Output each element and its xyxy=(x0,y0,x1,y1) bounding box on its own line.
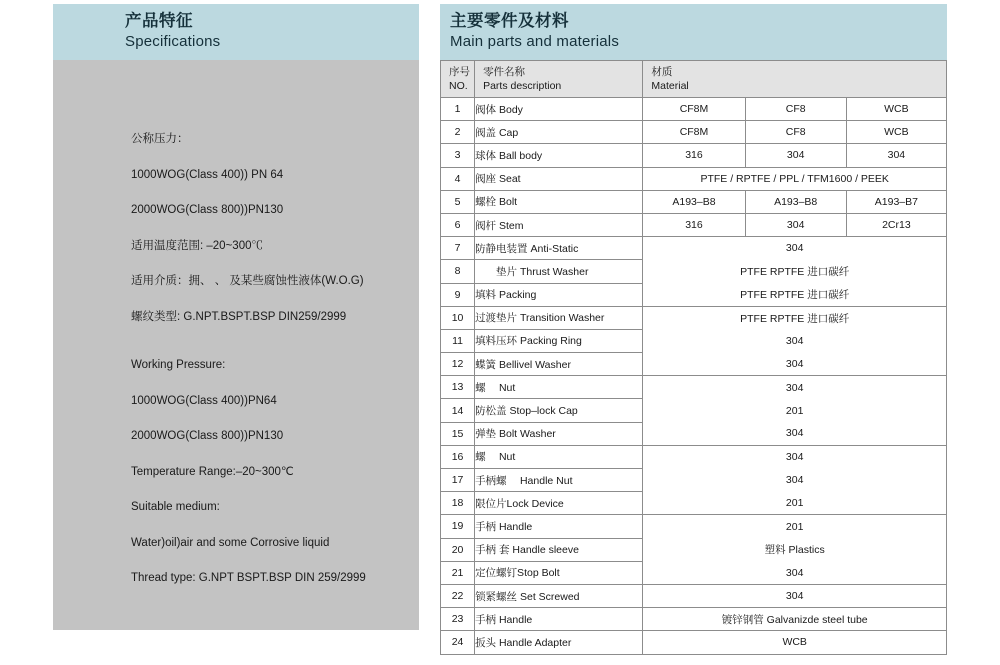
row-name: 填料 Packing xyxy=(475,283,643,306)
table-row xyxy=(441,399,947,422)
row-material-span: PTFE RPTFE 进口碳纤 xyxy=(643,306,947,329)
row-no: 1 xyxy=(441,98,475,121)
header-material-zh: 材质 xyxy=(651,66,673,78)
spec-line: 公称压力： xyxy=(131,133,189,145)
row-material-span: 304 xyxy=(643,422,947,445)
header-material-en: Material xyxy=(651,80,689,92)
header-parts-description xyxy=(475,61,643,98)
row-material-2: CF8 xyxy=(745,121,846,144)
table-row xyxy=(441,561,947,584)
header-no-en: NO. xyxy=(449,80,468,92)
row-no: 15 xyxy=(441,422,475,445)
spec-line: Temperature Range:–20~300℃ xyxy=(131,465,294,478)
row-name: 过渡垫片 Transition Washer xyxy=(475,306,643,329)
row-material-span: 201 xyxy=(643,492,947,515)
row-material-span: 304 xyxy=(643,561,947,584)
row-material-2: 304 xyxy=(745,213,846,236)
row-material-span: PTFE / RPTFE / PPL / TFM1600 / PEEK xyxy=(643,167,947,190)
table-row xyxy=(441,538,947,561)
main-parts-title-en: Main parts and materials xyxy=(450,33,620,50)
row-name: 手柄 Handle xyxy=(475,515,643,538)
row-name: 手柄 Handle xyxy=(475,608,643,631)
table-row xyxy=(441,445,947,468)
row-no: 19 xyxy=(441,515,475,538)
row-material-3: WCB xyxy=(846,121,946,144)
row-material-span: 304 xyxy=(643,376,947,399)
row-name: 螺栓 Bolt xyxy=(475,190,643,213)
row-name: 阀座 Seat xyxy=(475,167,643,190)
row-material-1: 316 xyxy=(643,213,745,236)
specifications-title-en: Specifications xyxy=(125,33,221,50)
table-row xyxy=(441,584,947,607)
table-row xyxy=(441,422,947,445)
spec-line: 螺纹类型: G.NPT.BSPT.BSP DIN259/2999 xyxy=(131,310,347,323)
specifications-header xyxy=(53,4,419,60)
header-parts-zh: 零件名称 xyxy=(483,66,526,78)
table-row xyxy=(441,98,947,121)
table-row xyxy=(441,329,947,352)
table-row xyxy=(441,260,947,283)
table-row xyxy=(441,213,947,236)
specifications-panel xyxy=(53,4,419,630)
specifications-title-zh: 产品特征 xyxy=(125,12,193,30)
row-name: 手柄 套 Handle sleeve xyxy=(475,538,643,561)
row-material-span: 304 xyxy=(643,469,947,492)
spec-line: Thread type: G.NPT BSPT.BSP DIN 259/2999 xyxy=(131,572,366,584)
row-name: 蝶簧 Bellivel Washer xyxy=(475,353,643,376)
table-row xyxy=(441,237,947,260)
header-no xyxy=(441,61,475,98)
row-name: 扳头 Handle Adapter xyxy=(475,631,643,654)
row-material-span: 塑料 Plastics xyxy=(643,538,947,561)
specifications-body xyxy=(53,60,419,630)
row-material-1: 316 xyxy=(643,144,745,167)
parts-table-body xyxy=(441,98,947,655)
row-material-2: 304 xyxy=(745,144,846,167)
header-no-zh: 序号 xyxy=(449,66,470,78)
table-row xyxy=(441,190,947,213)
row-no: 16 xyxy=(441,445,475,468)
row-no: 9 xyxy=(441,283,475,306)
row-material-span: 201 xyxy=(643,399,947,422)
spec-line: 2000WOG(Class 800))PN130 xyxy=(131,204,284,216)
row-material-1: CF8M xyxy=(643,121,745,144)
table-header-row xyxy=(441,61,947,98)
header-parts-en: Parts description xyxy=(483,80,562,92)
spec-line: Suitable medium: xyxy=(131,501,220,513)
table-row xyxy=(441,121,947,144)
row-no: 14 xyxy=(441,399,475,422)
row-name: 防静电装置 Anti-Static xyxy=(475,237,643,260)
row-material-span: 304 xyxy=(643,584,947,607)
row-no: 24 xyxy=(441,631,475,654)
table-row xyxy=(441,469,947,492)
row-material-2: CF8 xyxy=(745,98,846,121)
row-no: 21 xyxy=(441,561,475,584)
table-row xyxy=(441,167,947,190)
row-name: 手柄螺 Handle Nut xyxy=(475,469,643,492)
row-no: 2 xyxy=(441,121,475,144)
row-no: 20 xyxy=(441,538,475,561)
main-parts-title-zh: 主要零件及材料 xyxy=(450,12,569,30)
parts-table xyxy=(440,60,947,655)
spec-line: 1000WOG(Class 400))PN64 xyxy=(131,394,277,407)
spec-line: 2000WOG(Class 800))PN130 xyxy=(131,430,284,442)
row-material-span: 镀锌钢管 Galvanizde steel tube xyxy=(643,608,947,631)
row-no: 22 xyxy=(441,584,475,607)
row-name: 定位螺钉Stop Bolt xyxy=(475,561,643,584)
spec-line: 适用温度范围: –20~300℃ xyxy=(131,239,263,252)
row-name: 阀体 Body xyxy=(475,98,643,121)
row-material-span: 304 xyxy=(643,329,947,352)
row-no: 4 xyxy=(441,167,475,190)
header-material xyxy=(643,61,947,98)
spec-line: Working Pressure: xyxy=(131,359,226,371)
row-no: 5 xyxy=(441,190,475,213)
row-material-span: WCB xyxy=(643,631,947,654)
specifications-list-en xyxy=(131,358,411,607)
spec-line: Water)oil)air and some Corrosive liquid xyxy=(131,536,330,549)
row-no: 3 xyxy=(441,144,475,167)
row-material-3: A193–B7 xyxy=(846,190,946,213)
row-name: 螺 Nut xyxy=(475,376,643,399)
table-row xyxy=(441,631,947,654)
row-name: 弹垫 Bolt Washer xyxy=(475,422,643,445)
row-no: 7 xyxy=(441,237,475,260)
spec-line: 1000WOG(Class 400)) PN 64 xyxy=(131,168,284,181)
row-no: 17 xyxy=(441,469,475,492)
row-material-span: PTFE RPTFE 进口碳纤 xyxy=(643,283,947,306)
row-material-span: 304 xyxy=(643,353,947,376)
row-material-span: 304 xyxy=(643,445,947,468)
row-no: 23 xyxy=(441,608,475,631)
table-row xyxy=(441,353,947,376)
main-parts-header xyxy=(440,4,947,60)
row-material-span: PTFE RPTFE 进口碳纤 xyxy=(643,260,947,283)
row-material-2: A193–B8 xyxy=(745,190,846,213)
row-no: 10 xyxy=(441,306,475,329)
table-row xyxy=(441,376,947,399)
row-name: 填料压环 Packing Ring xyxy=(475,329,643,352)
table-row xyxy=(441,515,947,538)
table-row xyxy=(441,492,947,515)
row-no: 13 xyxy=(441,376,475,399)
table-row xyxy=(441,144,947,167)
table-row xyxy=(441,306,947,329)
row-material-span: 201 xyxy=(643,515,947,538)
row-material-3: WCB xyxy=(846,98,946,121)
row-name: 阀杆 Stem xyxy=(475,213,643,236)
spec-line: 适用介质：拥、 、 及某些腐蚀性液体(W.O.G) xyxy=(131,275,364,287)
row-no: 11 xyxy=(441,329,475,352)
row-name: 垫片 Thrust Washer xyxy=(475,260,643,283)
table-row xyxy=(441,608,947,631)
row-material-span: 304 xyxy=(643,237,947,260)
row-no: 6 xyxy=(441,213,475,236)
row-material-1: A193–B8 xyxy=(643,190,745,213)
row-name: 阀盖 Cap xyxy=(475,121,643,144)
row-name: 限位片Lock Device xyxy=(475,492,643,515)
row-no: 12 xyxy=(441,353,475,376)
specifications-list-zh xyxy=(131,132,411,345)
row-name: 螺 Nut xyxy=(475,445,643,468)
row-no: 18 xyxy=(441,492,475,515)
row-no: 8 xyxy=(441,260,475,283)
row-material-3: 2Cr13 xyxy=(846,213,946,236)
table-row xyxy=(441,283,947,306)
row-name: 防松盖 Stop–lock Cap xyxy=(475,399,643,422)
row-material-1: CF8M xyxy=(643,98,745,121)
row-name: 锁紧螺丝 Set Screwed xyxy=(475,584,643,607)
row-name: 球体 Ball body xyxy=(475,144,643,167)
main-parts-panel xyxy=(440,4,947,655)
row-material-3: 304 xyxy=(846,144,946,167)
